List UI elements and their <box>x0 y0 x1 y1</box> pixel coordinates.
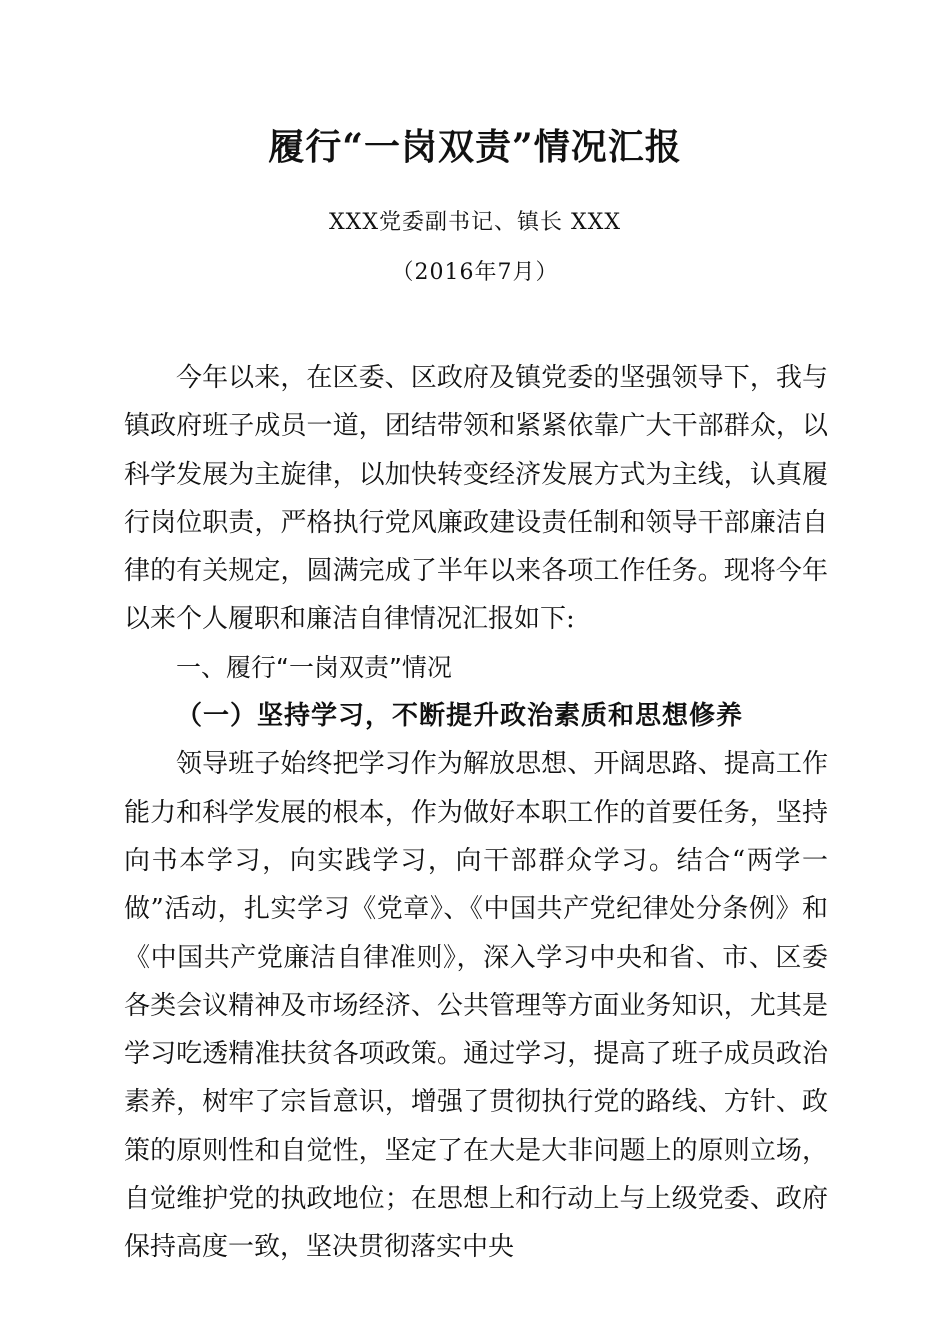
document-date: （2016年7月） <box>391 260 559 285</box>
document-body <box>124 354 828 1272</box>
document-author: XXX党委副书记、镇长 XXX <box>329 210 621 235</box>
section-heading: 一、履行“一岗双责”情况 <box>176 652 452 682</box>
document-title: 履行“一岗双责”情况汇报 <box>268 126 682 168</box>
subsection-heading: （一）坚持学习，不断提升政治素质和思想修养 <box>176 701 744 732</box>
study-paragraph: 领导班子始终把学习作为解放思想、开阔思路、提高工作能力和科学发展的根本，作为做好本职工作的首要任务，坚持向书本学习，向实践学习，向干部群众学习。结合“两学一做”活动，扎实学习《党章》、《中国共产党纪律处分条例》和《中国共产党廉洁自律准则》，深入学习中央和省、市、区委各类会议精神及市场经济、公共管理等方面业务知识，尤其是学习吃透精准扶贫各项政策。通过学习，提高了班子成员政治素养，树牢了宗旨意识，增强了贯彻执行党的路线、方针、政策的原则性和自觉性，坚定了在大是大非问题上的原则立场，自觉维护党的执政地位；在思想上和行动上与上级党委、政府保持高度一致，坚决贯彻落实中央 <box>124 749 828 1263</box>
intro-paragraph: 今年以来，在区委、区政府及镇党委的坚强领导下，我与镇政府班子成员一道，团结带领和紧紧依靠广大干部群众，以科学发展为主旋律，以加快转变经济发展方式为主线，认真履行岗位职责，严格执行党风廉政建设责任制和领导干部廉洁自律的有关规定，圆满完成了半年以来各项工作任务。现将今年以来个人履职和廉洁自律情况汇报如下: <box>124 363 828 635</box>
